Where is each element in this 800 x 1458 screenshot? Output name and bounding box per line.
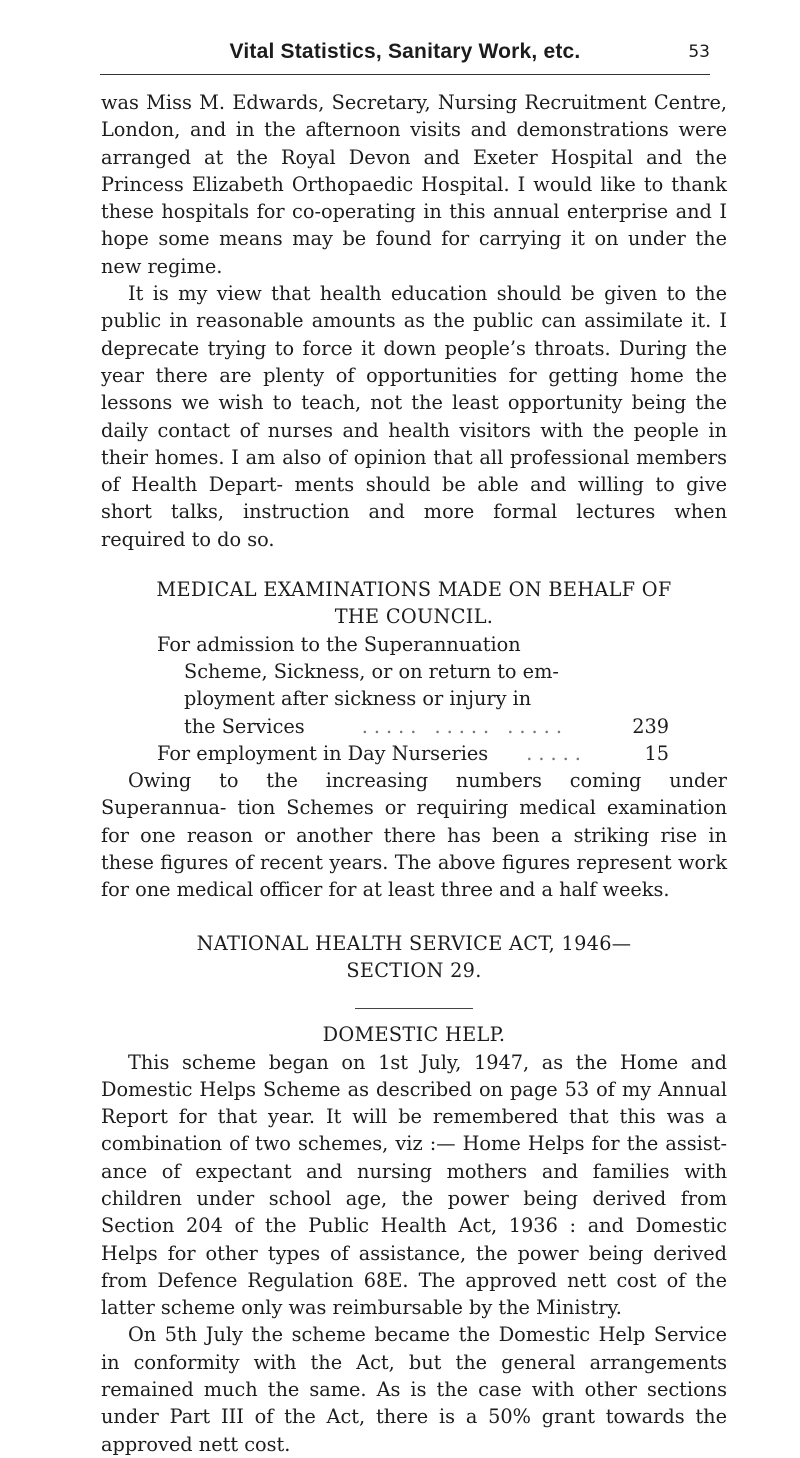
exam-item1-line1: For admission to the Superannuation xyxy=(157,632,521,656)
paragraph-domestic-help: This scheme began on 1st July, 1947, as the Home and Domestic Helps Scheme as described on page 53 of my Annual Report for that year. It will be remembered that this was a combination of two schemes, viz :— Home Helps for the assist- ance of expectant and nursing mothers and families with children under school age, the power being derived from Section 204 of the Public Health Act, 1936 : and Domestic Helps for other types of assistance, the power being derived from Defence Regulation 68E. The approved nett cost of the latter scheme only was reimbursable by the Ministry. xyxy=(101,1050,727,1320)
exam-item1-line2: Scheme, Sickness, or on return to em- xyxy=(184,659,559,683)
page-body xyxy=(101,89,727,1458)
exam-item1-line3: ployment after sickness or injury in xyxy=(184,687,532,711)
exam-item-superannuation xyxy=(157,631,669,740)
section-divider xyxy=(355,1008,473,1009)
nhs-heading-line2: SECTION 29. xyxy=(346,958,482,982)
exam-item1-count: 239 xyxy=(632,714,669,738)
exam-item2-count: 15 xyxy=(644,741,669,765)
paragraph-intro: was Miss M. Edwards, Secretary, Nursing Recruitment Centre, London, and in the afternoon visits and demonstrations were arranged at the Royal Devon and Exeter Hospital and the Princess Elizabeth Orthopaedic Hospital. I would like to thank these hospitals for co-operating in this annual enterprise and I hope some means may be found for carrying it on under the new regime. xyxy=(101,91,727,278)
exam-item1-line4: the Services xyxy=(184,714,305,738)
examinations-list xyxy=(157,631,669,767)
medical-heading-line1: MEDICAL EXAMINATIONS MADE ON BEHALF OF xyxy=(156,578,672,602)
running-head: Vital Statistics, Sanitary Work, etc. xyxy=(229,40,581,63)
medical-heading-line2: THE COUNCIL. xyxy=(334,605,494,629)
leader-dots: ..... ..... ..... xyxy=(361,714,568,738)
domestic-help-heading: DOMESTIC HELP. xyxy=(322,1023,506,1047)
header-rule xyxy=(100,74,710,75)
exam-item2-label: For employment in Day Nurseries xyxy=(157,741,489,765)
nhs-heading-line1: NATIONAL HEALTH SERVICE ACT, 1946— xyxy=(196,931,632,955)
paragraph-superannuation: Owing to the increasing numbers coming under Superannua- tion Schemes or requiring medical examination for one reason or another there has been a striking rise in these figures of recent years. The above figures represent work for one medical officer for at least three and a half weeks. xyxy=(101,769,727,902)
medical-examinations-heading xyxy=(101,576,727,631)
exam-item-day-nurseries xyxy=(157,740,669,767)
page-number: 53 xyxy=(688,42,710,62)
paragraph-health-education: It is my view that health education should be given to the public in reasonable amounts as the public can assimilate it. I deprecate trying to force it down people’s throats. During the year there are plenty of opportunities for getting home the lessons we wish to teach, not the least opportunity being the daily contact of nurses and health visitors with the people in their homes. I am also of opinion that all professional members of Health Depart- ments should be able and willing to give short talks, instruction and more formal lectures when required to do so. xyxy=(101,282,727,551)
page-header xyxy=(100,40,710,72)
nhs-act-heading xyxy=(101,930,727,985)
paragraph-domestic-help-service: On 5th July the scheme became the Domestic Help Service in conformity with the Act, but the general arrangements remained much the same. As is the case with other sections under Part III of the Act, there is a 50% grant towards the approved nett cost. xyxy=(101,1323,727,1456)
leader-dots: ..... xyxy=(526,741,587,765)
